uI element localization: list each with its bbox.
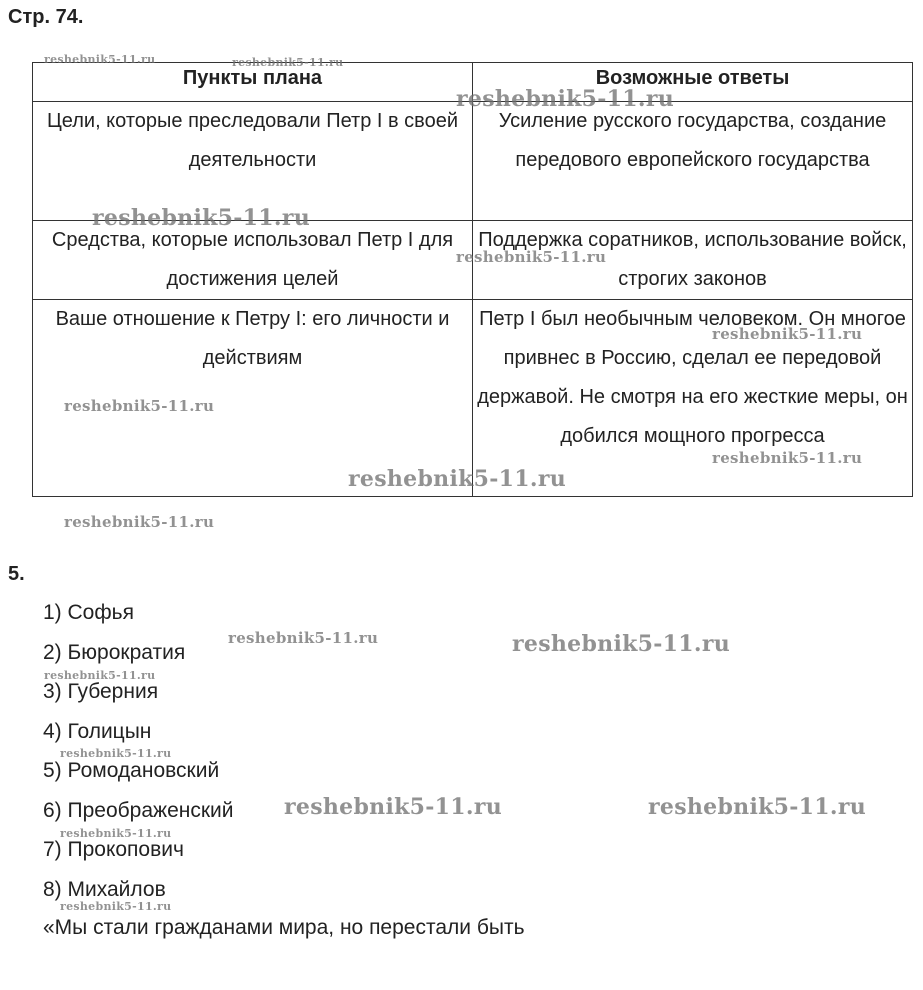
list-item: 7) Прокопович (43, 838, 184, 861)
header-plan-points: Пункты плана (33, 63, 473, 102)
watermark: reshebnik5-11.ru (92, 205, 311, 231)
watermark: reshebnik5-11.ru (712, 449, 863, 467)
list-item: 1) Софья (43, 601, 134, 624)
watermark: reshebnik5-11.ru (348, 466, 567, 492)
watermark: reshebnik5-11.ru (60, 900, 172, 913)
watermark: reshebnik5-11.ru (228, 629, 379, 647)
answer-list (43, 598, 234, 914)
table-row (33, 300, 913, 497)
list-item: 4) Голицын (43, 719, 152, 743)
quote-line: «Мы стали гражданами мира, но перестали быть (43, 916, 525, 939)
watermark: reshebnik5-11.ru (712, 325, 863, 343)
table-row (33, 221, 913, 300)
watermark: reshebnik5-11.ru (456, 86, 675, 112)
section-number: 5. (8, 563, 25, 585)
table-cell: Поддержка соратников, использование войск, строгих законов (473, 221, 913, 300)
watermark: reshebnik5-11.ru (64, 397, 215, 415)
table-cell: Ваше отношение к Петру I: его личности и действиям (33, 300, 473, 497)
watermark: reshebnik5-11.ru (284, 794, 503, 820)
list-item: 6) Преображенский (43, 798, 234, 822)
table-cell: Петр I был необычным человеком. Он многое привнес в Россию, сделал ее передовой державой. Не смотря на его жесткие меры, он добился мощного прогресса (473, 300, 913, 497)
watermark: reshebnik5-11.ru (512, 631, 731, 657)
table-cell: Средства, которые использовал Петр I для достижения целей (33, 221, 473, 300)
watermark: reshebnik5-11.ru (648, 794, 867, 820)
page-heading: Стр. 74. (8, 6, 84, 28)
watermark: reshebnik5-11.ru (232, 56, 344, 69)
watermark: reshebnik5-11.ru (64, 513, 215, 531)
list-item: 2) Бюрократия (43, 640, 186, 664)
table-cell: Цели, которые преследовали Петр I в своей деятельности (33, 102, 473, 221)
list-item: 8) Михайлов (43, 877, 166, 901)
table-row (33, 102, 913, 221)
list-item: 3) Губерния (43, 680, 159, 703)
list-item: 5) Ромодановский (43, 759, 220, 782)
table-cell: Усиление русского государства, создание передового европейского государства (473, 102, 913, 221)
plan-table (32, 62, 913, 497)
table-header-row (33, 63, 913, 102)
watermark: reshebnik5-11.ru (60, 827, 172, 840)
watermark: reshebnik5-11.ru (456, 248, 607, 266)
watermark: reshebnik5-11.ru (60, 747, 172, 760)
watermark: reshebnik5-11.ru (44, 669, 156, 682)
header-possible-answers: Возможные ответы (473, 63, 913, 102)
watermark: reshebnik5-11.ru (44, 53, 156, 66)
